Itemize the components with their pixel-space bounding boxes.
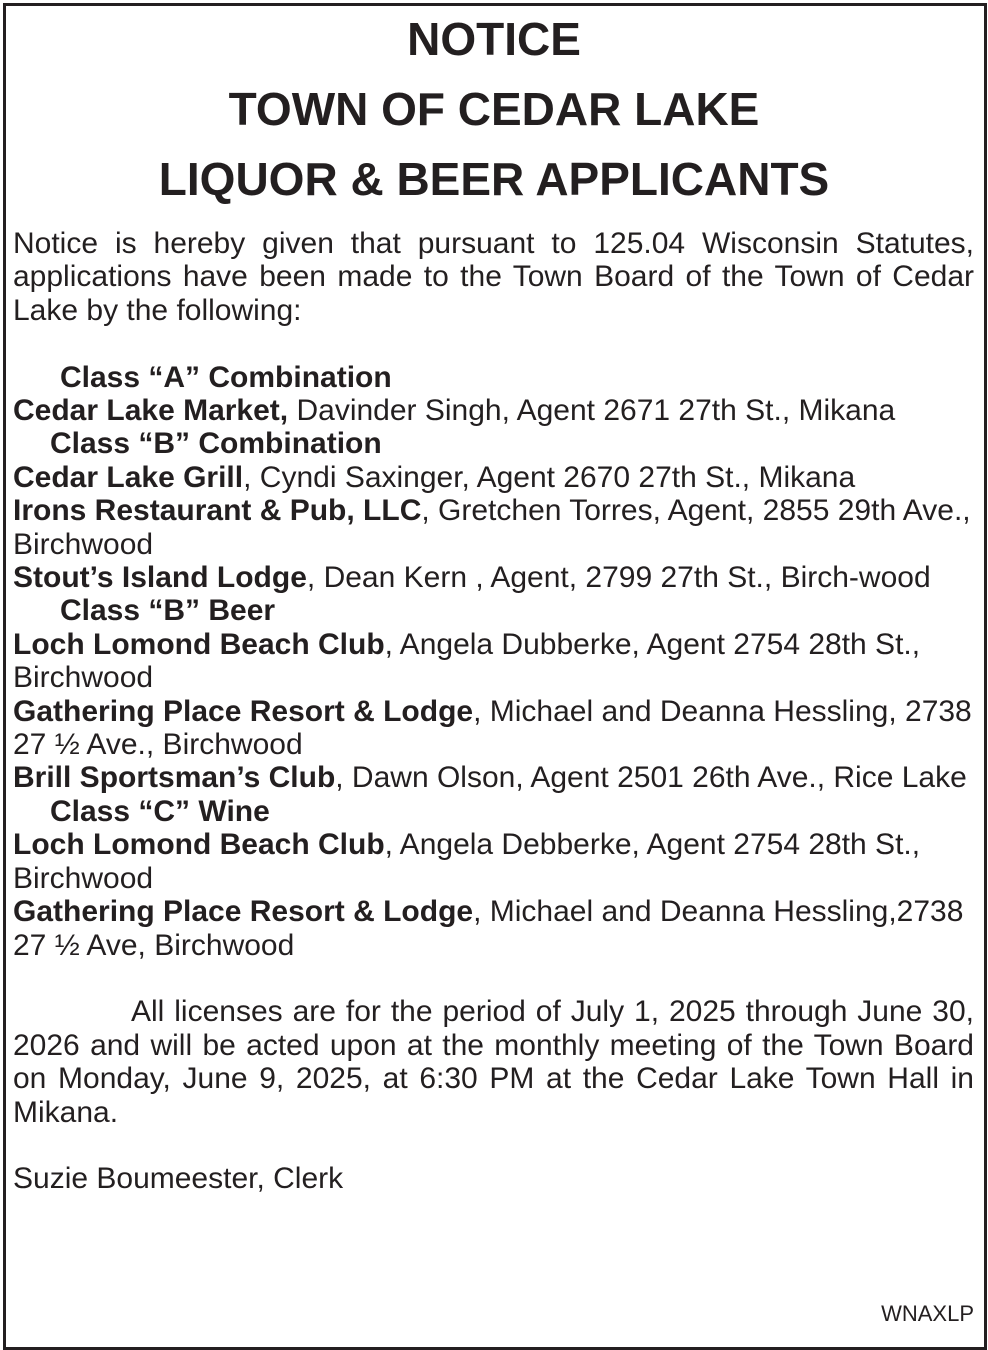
section-heading: Class “B” Beer [60, 594, 276, 628]
applicant-details: , Dean Kern , Agent, 2799 27th St., Birch-wood [306, 561, 931, 595]
applicant-name: Stout’s Island Lodge [13, 561, 307, 595]
applicant-name: Brill Sportsman’s Club [13, 761, 336, 795]
applicant-entry [13, 461, 974, 494]
applicant-name: Gathering Place Resort & Lodge [13, 694, 474, 728]
applicant-entry [13, 394, 974, 427]
applicant-name: Loch Lomond Beach Club [13, 627, 385, 661]
applicant-details: , Angela Debberke, Agent 2754 28th St., Birchwood [13, 828, 921, 895]
section-heading: Class “C” Wine [50, 794, 270, 828]
title-applicants: LIQUOR & BEER APPLICANTS [158, 153, 830, 205]
applicant-details: , Angela Dubberke, Agent 2754 28th St., Birchwood [13, 627, 921, 695]
intro-paragraph: Notice is hereby given that pursuant to 125.04 Wisconsin Statutes, applications have been made to the Town Board of the Town of Cedar Lake by the following: [13, 227, 974, 327]
applicant-entry [13, 628, 974, 695]
applicant-details: , Cyndi Saxinger, Agent 2670 27th St., Mikana [243, 460, 856, 494]
applicant-name: Irons Restaurant & Pub, LLC [13, 494, 422, 528]
publication-code: WNAXLP [881, 1301, 974, 1326]
applicant-entry [13, 828, 974, 895]
spacer [13, 962, 974, 995]
spacer [13, 327, 974, 360]
applicant-details: , Gretchen Torres, Agent, 2855 29th Ave., Birchwood [13, 494, 971, 561]
section-heading: Class “A” Combination [60, 360, 392, 394]
applicant-entry [13, 761, 974, 794]
applicant-name: Cedar Lake Market, [13, 394, 289, 428]
license-section-class-a-combination [13, 361, 974, 428]
title-notice: NOTICE [407, 13, 581, 65]
section-heading: Class “B” Combination [50, 427, 382, 461]
applicant-details: , Michael and Deanna Hessling, 2738 27 ½ Ave., Birchwood [13, 694, 972, 762]
applicant-name: Cedar Lake Grill [13, 460, 244, 494]
applicant-name: Loch Lomond Beach Club [13, 828, 385, 862]
notice-body [13, 227, 974, 1196]
notice-header [0, 4, 988, 214]
title-town: TOWN OF CEDAR LAKE [228, 83, 760, 135]
license-section-class-c-wine [13, 795, 974, 962]
closing-text: All licenses are for the period of July 1, 2025 through June 30, 2026 and will be acted upon at the monthly meeting of the Town Board on Monday, June 9, 2025, at 6:30 PM at the Cedar Lake Town Hall in Mikana. [13, 995, 974, 1129]
license-section-class-b-combination [13, 427, 974, 594]
clerk-signature: Suzie Boumeester, Clerk [13, 1162, 344, 1196]
applicant-name: Gathering Place Resort & Lodge [13, 895, 474, 929]
applicant-entry [13, 494, 974, 561]
applicant-entry [13, 895, 974, 962]
closing-paragraph [13, 995, 974, 1129]
applicant-entry [13, 695, 974, 762]
applicant-details: , Dawn Olson, Agent 2501 26th Ave., Rice Lake [335, 761, 967, 795]
applicant-details: Davinder Singh, Agent 2671 27th St., Mikana [288, 394, 896, 428]
applicant-details: , Michael and Deanna Hessling,2738 27 ½ Ave, Birchwood [13, 895, 964, 962]
license-section-class-b-beer [13, 594, 974, 794]
spacer [13, 1129, 974, 1162]
applicant-entry [13, 561, 974, 594]
